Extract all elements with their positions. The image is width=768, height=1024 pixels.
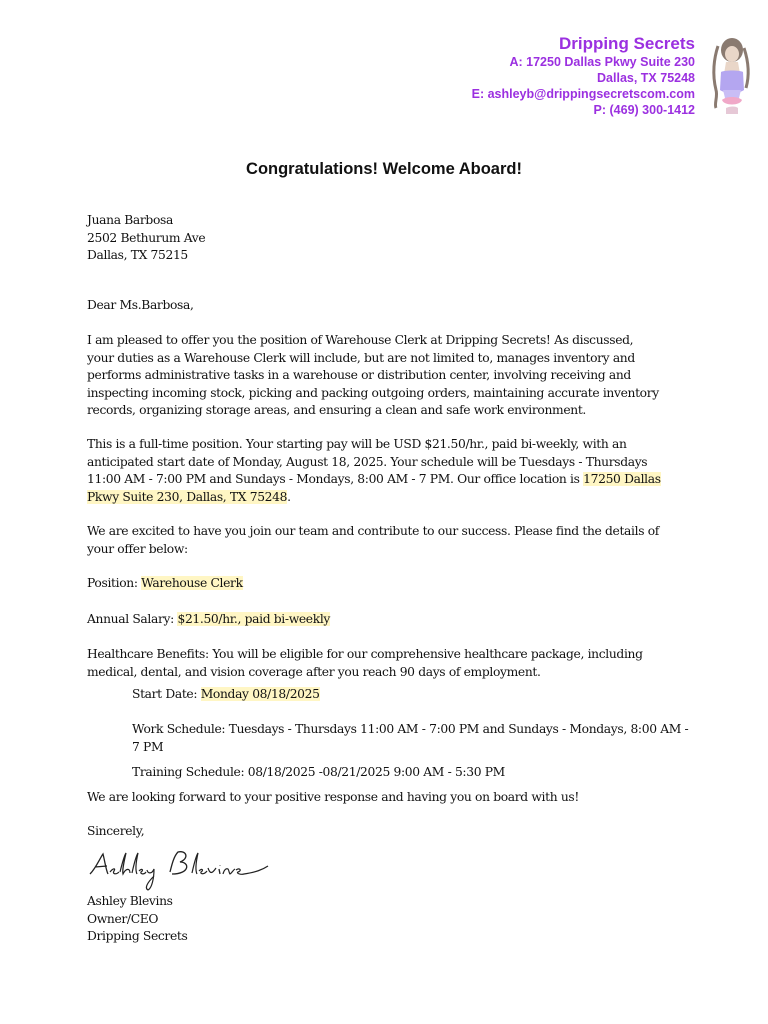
company-address-line2: Dallas, TX 75248: [597, 71, 695, 85]
company-email: E: ashleyb@drippingsecretscom.com: [471, 87, 695, 101]
company-name: Dripping Secrets: [558, 34, 695, 53]
recipient-address: [87, 212, 387, 265]
salary-label: Annual Salary:: [87, 612, 178, 626]
salary-value: $21.50/hr., paid bi-weekly: [177, 612, 330, 626]
terms-paragraph: [87, 436, 662, 506]
closing-line: We are looking forward to your positive response and having you on board with us!: [87, 790, 579, 804]
start-date-line: [132, 686, 692, 704]
work-schedule-line: Work Schedule: Tuesdays - Thursdays 11:00 AM - 7:00 PM and Sundays - Mondays, 8:00 AM - 7 PM: [132, 722, 689, 754]
signer-name: Ashley Blevins: [87, 894, 173, 908]
position-value: Warehouse Clerk: [141, 576, 243, 590]
page-title: Congratulations! Welcome Aboard!: [246, 160, 522, 178]
salutation: Dear Ms.Barbosa,: [87, 298, 194, 312]
letterhead: [472, 33, 695, 118]
signer-company: Dripping Secrets: [87, 929, 188, 943]
recipient-street: 2502 Bethurum Ave: [87, 230, 206, 245]
recipient-name: Juana Barbosa: [87, 213, 173, 227]
position-line: [87, 575, 662, 593]
recipient-city: Dallas, TX 75215: [87, 248, 188, 262]
company-phone: P: (469) 300-1412: [593, 103, 695, 117]
terms-end: .: [287, 489, 291, 504]
offer-paragraph: I am pleased to offer you the position of Warehouse Clerk at Dripping Secrets! As discussed, your duties as a Warehouse Clerk will include, but are not limited to, manages inventory and performs administrative tasks in a warehouse or distribution center, involving receiving and inspecting incoming stock, picking and packing outgoing orders, maintaining accurate inventory records, organizing storage areas, and ensuring a clean and safe work environment.: [87, 333, 659, 417]
sign-off: Sincerely,: [87, 824, 145, 838]
office-location-highlight: 17250 Dallas Pkwy Suite 230, Dallas, TX 75248: [87, 472, 661, 504]
position-label: Position:: [87, 576, 142, 590]
benefits-paragraph: Healthcare Benefits: You will be eligible for our comprehensive healthcare package, including medical, dental, and vision coverage after you reach 90 days of employment.: [87, 647, 643, 679]
company-logo-icon: [704, 34, 760, 118]
terms-text: This is a full-time position. Your starting pay will be USD $21.50/hr., paid bi-weekly, with an anticipated start date of Monday, August 18, 2025. Your schedule will be Tuesdays - Thursdays 11:00 AM - 7:00 PM and Sundays - Mondays, 8:00 AM - 7 PM. Our office location is: [87, 437, 648, 486]
details-intro-paragraph: We are excited to have you join our team and contribute to our success. Please find the details of your offer below:: [87, 524, 659, 556]
signer-block: [87, 893, 387, 946]
signature: [86, 844, 271, 894]
salary-line: [87, 611, 662, 629]
training-schedule-line: Training Schedule: 08/18/2025 -08/21/2025 9:00 AM - 5:30 PM: [132, 765, 505, 779]
start-date-value: Monday 08/18/2025: [200, 687, 320, 701]
start-date-label: Start Date:: [132, 687, 201, 701]
signer-title: Owner/CEO: [87, 911, 159, 926]
company-address-line1: A: 17250 Dallas Pkwy Suite 230: [509, 55, 695, 69]
